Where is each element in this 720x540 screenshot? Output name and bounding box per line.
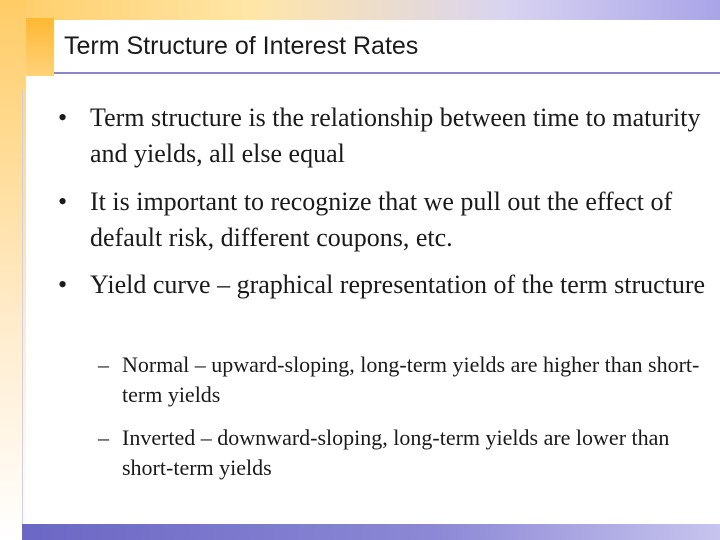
sub-bullet-marker: –: [98, 352, 109, 377]
bullet-text: It is important to recognize that we pull out the effect of default risk, different coupons, etc.: [90, 187, 673, 252]
sub-bullet-item: [98, 423, 708, 483]
sub-bullet-text: Inverted – downward-sloping, long-term yields are lower than short-term yields: [122, 425, 670, 480]
bottom-bar: [22, 524, 720, 540]
bullet-item: [58, 184, 708, 256]
sub-bullet-item: [98, 350, 708, 410]
title-accent-block: [26, 18, 54, 76]
bullet-text: Yield curve – graphical representation of the term structure: [90, 270, 706, 299]
slide-title: Term Structure of Interest Rates: [64, 32, 419, 60]
bullet-marker: •: [58, 187, 68, 216]
title-bar: [54, 20, 720, 74]
sub-bullet-marker: –: [98, 425, 109, 450]
bullet-text: Term structure is the relationship between time to maturity and yields, all else equal: [90, 103, 701, 168]
bullet-item: [58, 100, 708, 172]
left-rule-line: [22, 90, 23, 525]
bullet-marker: •: [58, 103, 68, 132]
bullet-marker: •: [58, 270, 68, 299]
bullet-item: [58, 267, 708, 303]
sub-bullet-text: Normal – upward-sloping, long-term yields are higher than short-term yields: [122, 352, 700, 407]
